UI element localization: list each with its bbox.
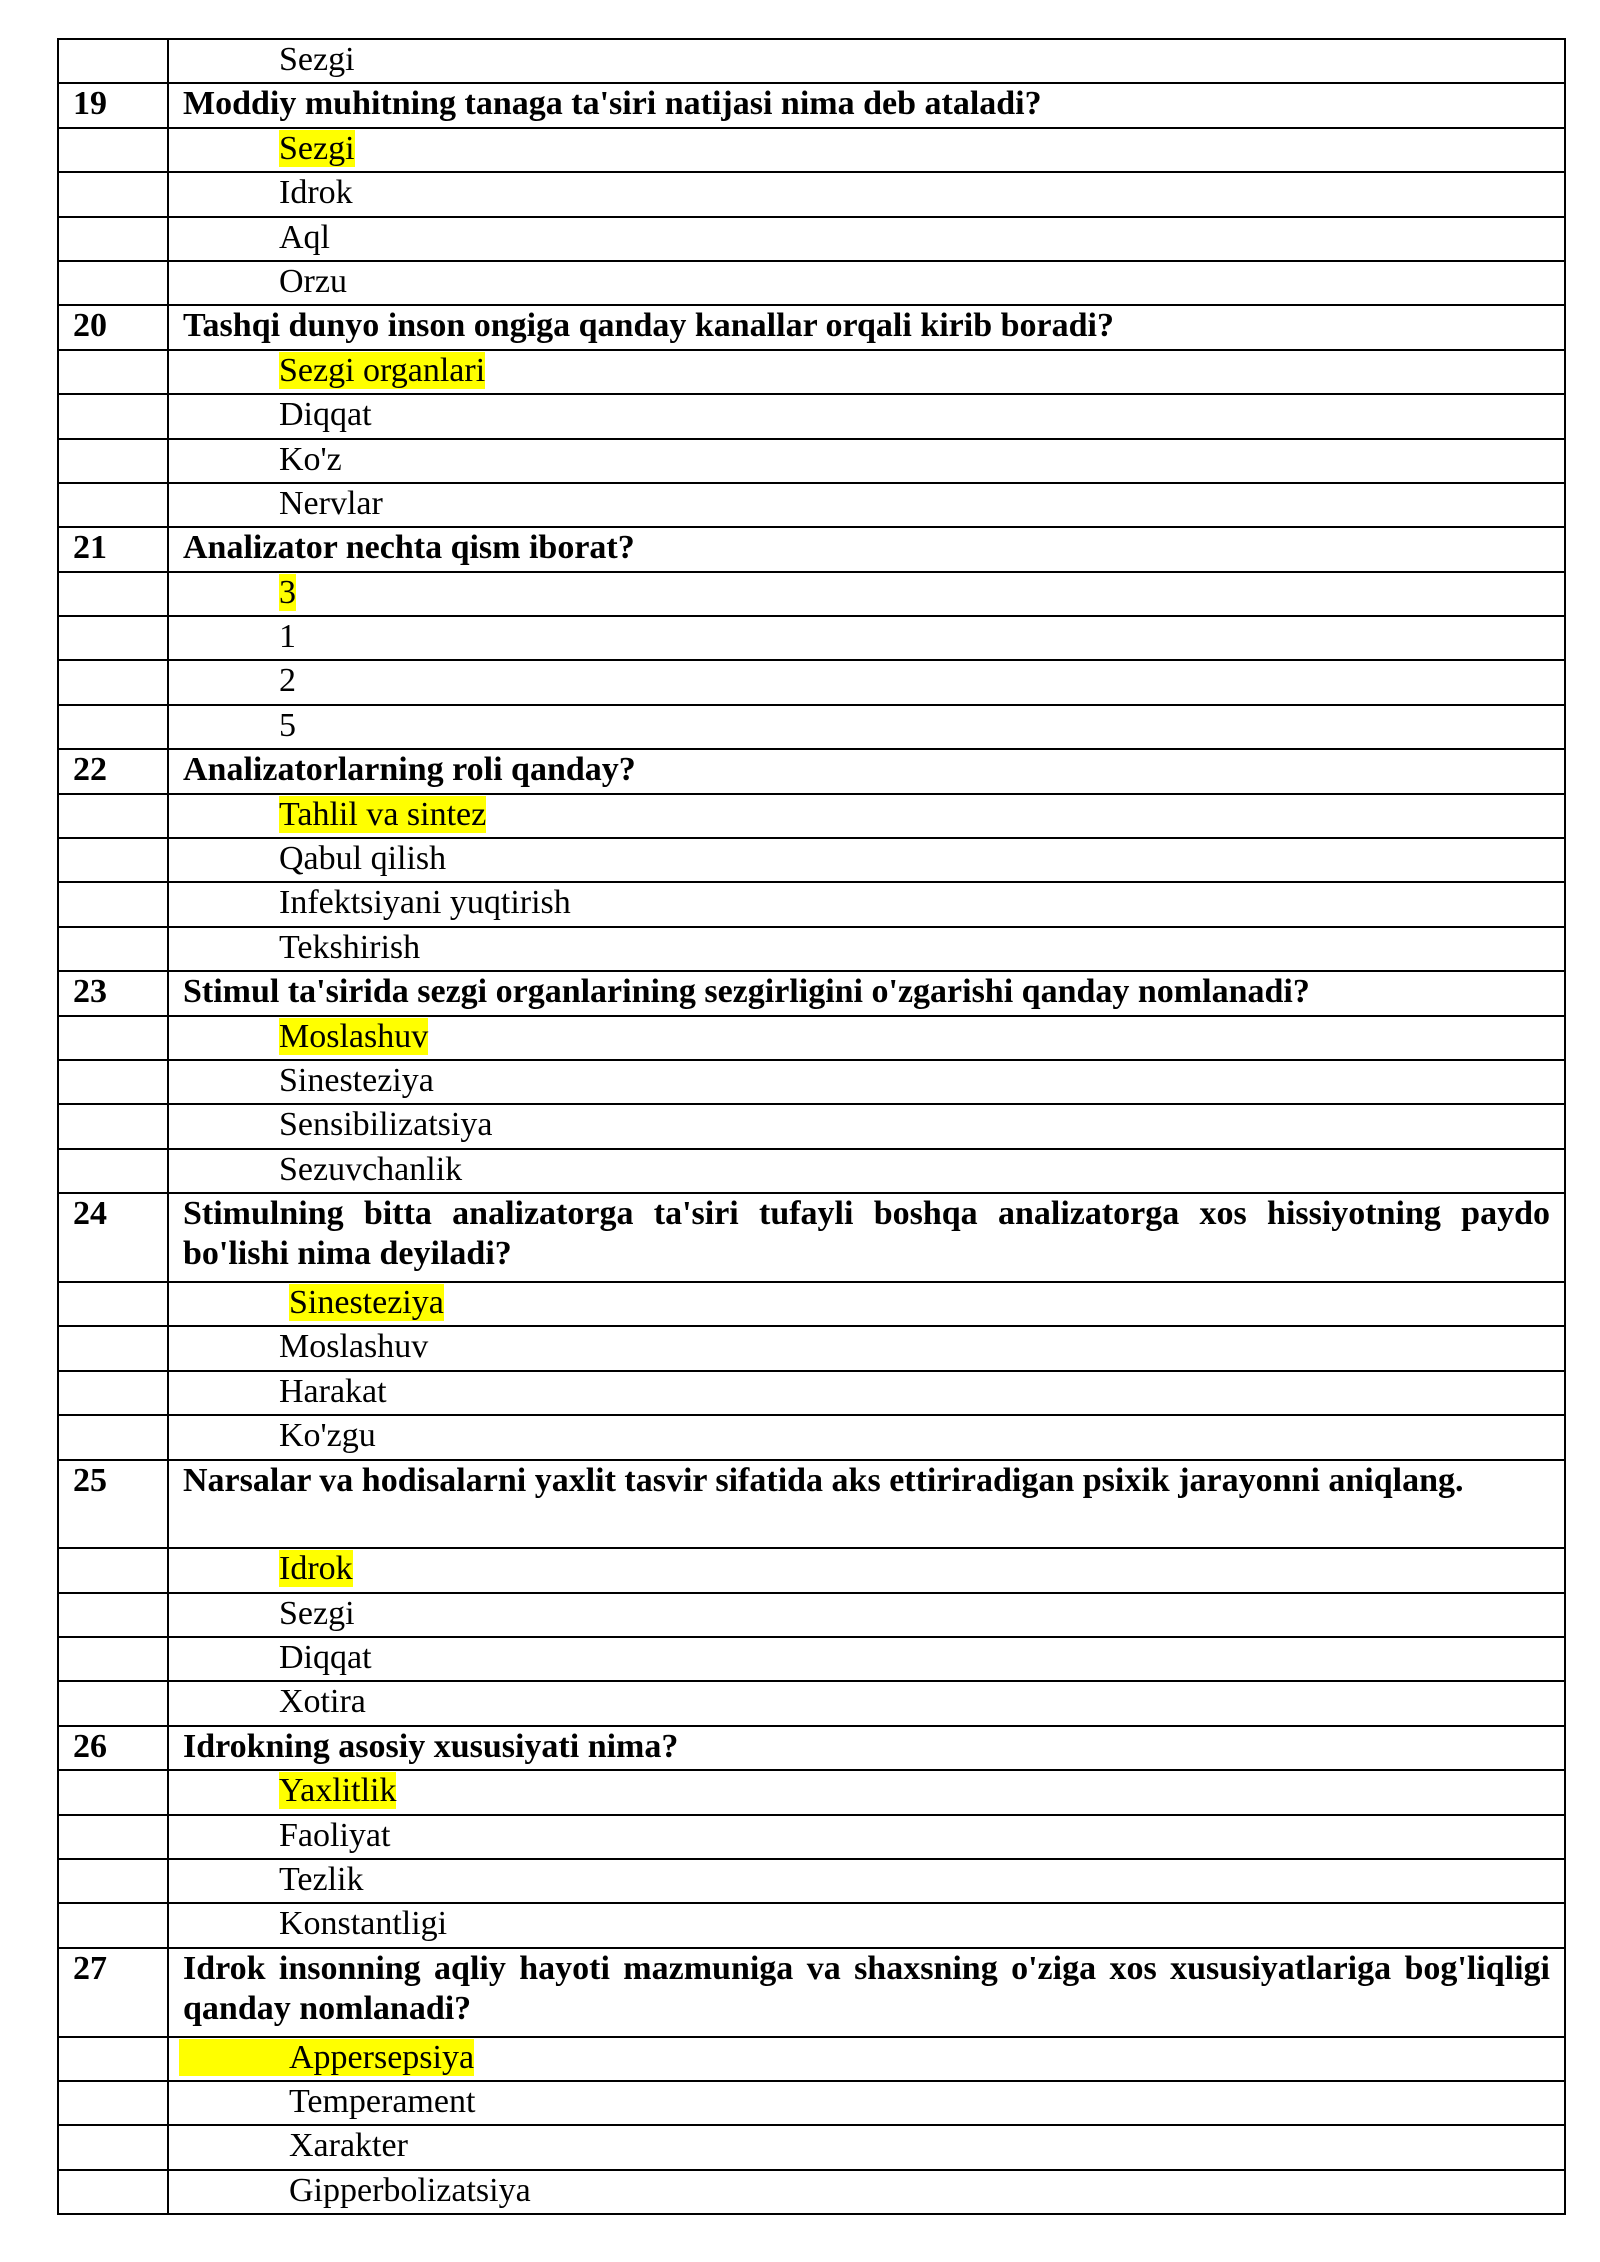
option-cell [168,39,1565,83]
question-number: 19 [58,83,168,127]
option-cell [168,2125,1565,2169]
number-cell [58,2081,168,2125]
option-row [58,1548,1565,1592]
number-cell [58,2037,168,2081]
option-cell [168,217,1565,261]
number-cell [58,1016,168,1060]
number-cell [58,1548,168,1592]
option-cell [168,1859,1565,1903]
question-text: Moddiy muhitning tanaga ta'siri natijasi nima deb ataladi? [168,83,1565,127]
correct-answer-text: Appersepsiya [179,2039,474,2076]
option-row [58,660,1565,704]
option-row [58,261,1565,305]
option-cell [168,1593,1565,1637]
number-cell [58,1104,168,1148]
correct-answer-text: Yaxlitlik [279,1772,397,1810]
option-row [58,350,1565,394]
number-cell [58,261,168,305]
number-cell [58,572,168,616]
option-cell [168,616,1565,660]
option-text: Xotira [279,1683,366,1721]
question-number: 22 [58,749,168,793]
option-cell [168,705,1565,749]
option-row [58,1016,1565,1060]
question-text: Stimulning bitta analizatorga ta'siri tufayli boshqa analizatorga xos hissiyotning paydo bo'lishi nima deyiladi? [168,1193,1565,1282]
question-row [58,1726,1565,1770]
number-cell [58,705,168,749]
number-cell [58,927,168,971]
option-row [58,1326,1565,1370]
quiz-table-body [58,39,1565,2214]
quiz-table [57,38,1566,2215]
option-row [58,794,1565,838]
option-cell [168,1104,1565,1148]
number-cell [58,128,168,172]
number-cell [58,660,168,704]
number-cell [58,1415,168,1459]
option-text: Temperament [289,2083,476,2121]
question-row [58,749,1565,793]
option-text: Idrok [279,174,353,212]
option-cell [168,350,1565,394]
option-cell [168,660,1565,704]
option-row [58,1859,1565,1903]
option-text: Sensibilizatsiya [279,1106,493,1144]
question-number: 20 [58,305,168,349]
option-row [58,1770,1565,1814]
number-cell [58,483,168,527]
correct-answer-text: Sezgi [279,129,355,167]
option-text: Konstantligi [279,1905,448,1943]
number-cell [58,217,168,261]
number-cell [58,838,168,882]
option-text: 2 [279,662,296,700]
option-text: Sezgi [279,41,355,78]
option-cell [168,2037,1565,2081]
number-cell [58,2170,168,2214]
option-row [58,1815,1565,1859]
option-row [58,2037,1565,2081]
question-text: Analizator nechta qism iborat? [168,527,1565,571]
option-cell [168,1815,1565,1859]
option-row [58,1282,1565,1326]
option-row [58,1149,1565,1193]
question-row [58,1460,1565,1549]
option-cell [168,128,1565,172]
option-cell [168,1770,1565,1814]
option-row [58,882,1565,926]
option-text: Aql [279,218,330,256]
correct-answer-text: Sezgi organlari [279,351,486,389]
number-cell [58,1637,168,1681]
question-row [58,305,1565,349]
option-text: Tekshirish [279,928,421,966]
number-cell [58,1371,168,1415]
number-cell [58,39,168,83]
option-cell [168,1681,1565,1725]
question-text: Tashqi dunyo inson ongiga qanday kanallar orqali kirib boradi? [168,305,1565,349]
question-row [58,83,1565,127]
question-row [58,971,1565,1015]
number-cell [58,882,168,926]
option-cell [168,794,1565,838]
option-cell [168,1016,1565,1060]
option-text: Ko'zgu [279,1417,376,1455]
option-text: Nervlar [279,484,383,522]
option-row [58,1681,1565,1725]
option-text: Harakat [279,1372,387,1410]
option-cell [168,927,1565,971]
option-row [58,838,1565,882]
option-text: Orzu [279,262,347,300]
option-text: Ko'z [279,440,342,478]
option-cell [168,1548,1565,1592]
option-cell [168,2170,1565,2214]
option-row [58,2125,1565,2169]
question-number: 26 [58,1726,168,1770]
option-row [58,172,1565,216]
option-text: Infektsiyani yuqtirish [279,884,571,922]
question-number: 25 [58,1460,168,1549]
option-text: Sezuvchanlik [279,1150,463,1188]
option-text: Sinesteziya [279,1061,434,1099]
question-number: 23 [58,971,168,1015]
correct-answer-text: Tahlil va sintez [279,795,487,833]
option-cell [168,483,1565,527]
question-text: Idrok insonning aqliy hayoti mazmuniga va shaxsning o'ziga xos xususiyatlariga bog'liqligi qanday nomlanadi? [168,1948,1565,2037]
option-row [58,616,1565,660]
number-cell [58,172,168,216]
option-text: 1 [279,618,296,656]
number-cell [58,394,168,438]
option-cell [168,882,1565,926]
number-cell [58,1060,168,1104]
option-row [58,1903,1565,1947]
question-row [58,527,1565,571]
option-row [58,39,1565,83]
number-cell [58,1859,168,1903]
option-row [58,1593,1565,1637]
option-text: Moslashuv [279,1328,429,1366]
option-row [58,1104,1565,1148]
option-row [58,1637,1565,1681]
number-cell [58,616,168,660]
number-cell [58,1593,168,1637]
option-cell [168,1149,1565,1193]
option-text: Tezlik [279,1861,364,1899]
question-number: 24 [58,1193,168,1282]
option-text: Gipperbolizatsiya [289,2171,531,2209]
option-cell [168,1637,1565,1681]
number-cell [58,1770,168,1814]
option-cell [168,1415,1565,1459]
option-cell [168,1903,1565,1947]
number-cell [58,1815,168,1859]
number-cell [58,1149,168,1193]
option-text: Xarakter [289,2127,408,2165]
option-cell [168,394,1565,438]
correct-answer-text: Sinesteziya [289,1283,444,1321]
option-row [58,2081,1565,2125]
option-cell [168,439,1565,483]
number-cell [58,1326,168,1370]
number-cell [58,1681,168,1725]
option-text: Qabul qilish [279,840,447,878]
option-row [58,217,1565,261]
option-row [58,2170,1565,2214]
number-cell [58,439,168,483]
option-cell [168,261,1565,305]
option-cell [168,1326,1565,1370]
option-row [58,1371,1565,1415]
option-text: 5 [279,706,296,744]
option-text: Diqqat [279,1639,372,1677]
number-cell [58,350,168,394]
option-row [58,439,1565,483]
option-text: Faoliyat [279,1816,391,1854]
option-row [58,927,1565,971]
option-cell [168,838,1565,882]
question-row [58,1948,1565,2037]
correct-answer-text: 3 [279,573,296,611]
question-text: Stimul ta'sirida sezgi organlarining sezgirligini o'zgarishi qanday nomlanadi? [168,971,1565,1015]
option-cell [168,1060,1565,1104]
question-number: 21 [58,527,168,571]
option-row [58,394,1565,438]
option-row [58,1415,1565,1459]
question-text: Analizatorlarning roli qanday? [168,749,1565,793]
option-row [58,705,1565,749]
option-cell [168,1282,1565,1326]
correct-answer-text: Idrok [279,1550,353,1588]
number-cell [58,1282,168,1326]
option-row [58,483,1565,527]
option-cell [168,572,1565,616]
question-text: Narsalar va hodisalarni yaxlit tasvir sifatida aks ettiriradigan psixik jarayonni aniqlang. [168,1460,1565,1549]
option-row [58,572,1565,616]
option-cell [168,172,1565,216]
option-text: Diqqat [279,396,372,434]
question-text: Idrokning asosiy xususiyati nima? [168,1726,1565,1770]
number-cell [58,2125,168,2169]
correct-answer-text: Moslashuv [279,1017,429,1055]
option-text: Sezgi [279,1594,355,1632]
option-cell [168,1371,1565,1415]
option-row [58,128,1565,172]
option-row [58,1060,1565,1104]
option-cell [168,2081,1565,2125]
question-number: 27 [58,1948,168,2037]
number-cell [58,794,168,838]
number-cell [58,1903,168,1947]
question-row [58,1193,1565,1282]
